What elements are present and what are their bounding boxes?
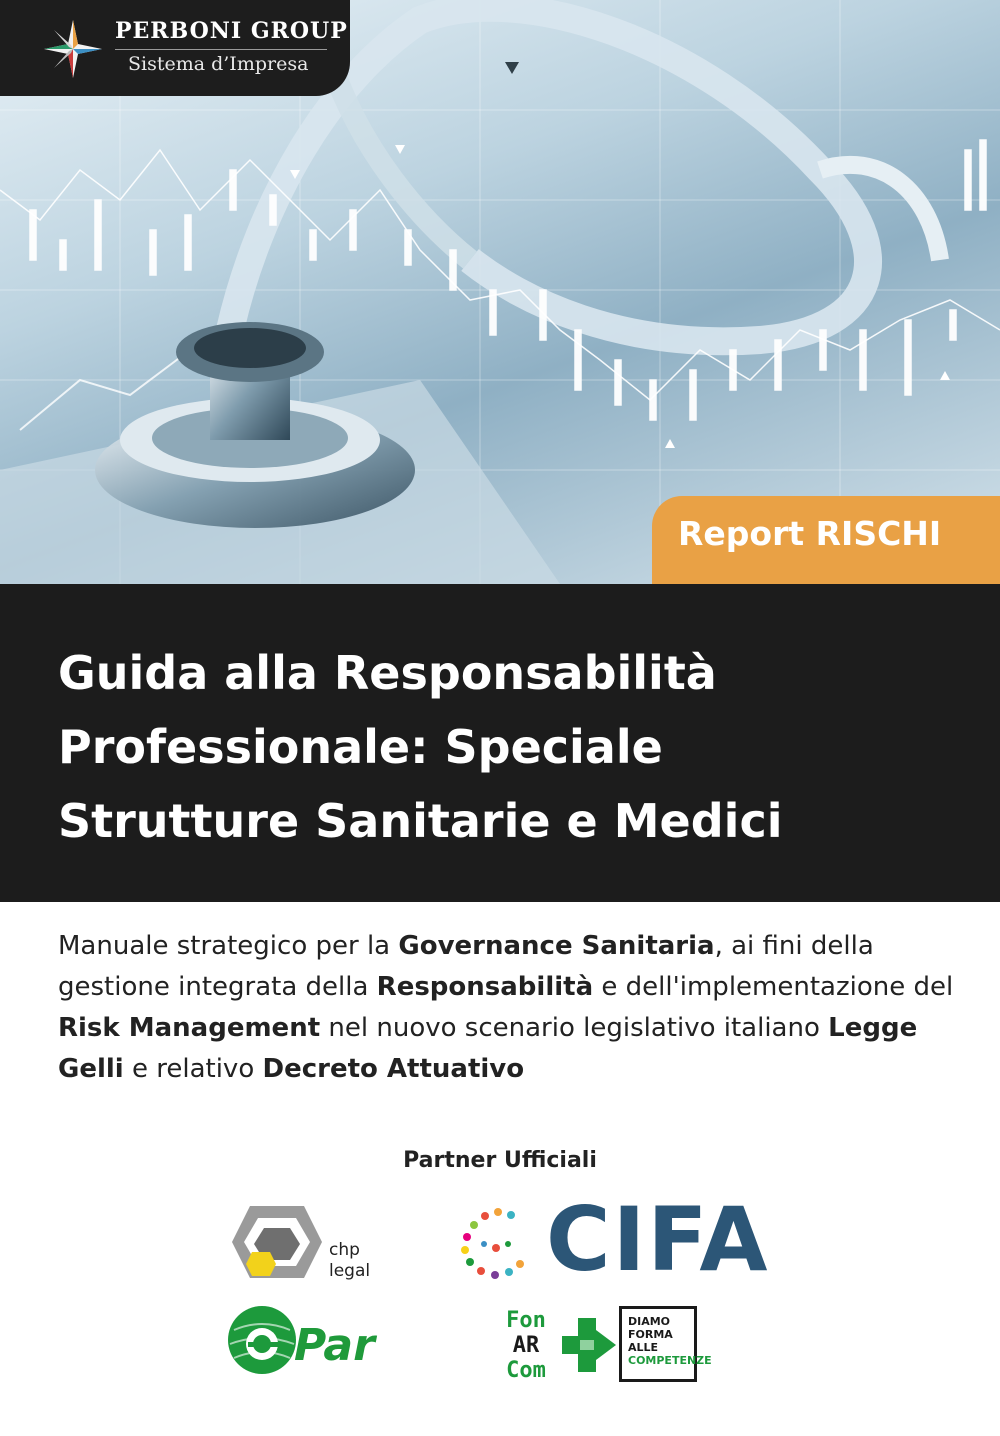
ar-label: AR (512, 1333, 540, 1358)
epar-globe-icon (224, 1300, 300, 1380)
epar-logo-text: Par (294, 1320, 375, 1371)
chp-legal-text (329, 1240, 370, 1282)
dfc-line-1: DIAMO (628, 1315, 671, 1328)
dfc-line-3: ALLE (628, 1341, 659, 1354)
title-line-3: Strutture Sanitarie e Medici (58, 794, 783, 848)
title-line-2: Professionale: Speciale (58, 720, 663, 774)
brand-name: PERBONI GROUP (115, 18, 348, 44)
book-description (58, 926, 958, 1090)
desc-part: , ai fini della gestione integrata della (58, 931, 874, 1002)
brand-header (0, 0, 350, 96)
diamo-forma-competenze-logo (619, 1306, 712, 1382)
fonarcom-arrow-icon (560, 1316, 618, 1374)
chp-label: chp (329, 1240, 360, 1260)
desc-emphasis: Risk Management (58, 1013, 321, 1043)
dfc-line-2: FORMA (628, 1328, 673, 1341)
com-label: Com (506, 1358, 546, 1383)
book-title (58, 636, 958, 858)
desc-emphasis: Governance Sanitaria (398, 931, 715, 961)
dfc-line-4: COMPETENZE (628, 1354, 712, 1367)
compass-star-icon (42, 18, 104, 80)
title-band (0, 584, 1000, 902)
report-badge-label: Report RISCHI (678, 514, 942, 553)
desc-part: e relativo (123, 1054, 263, 1084)
brand-divider (115, 49, 327, 50)
legal-label: legal (329, 1261, 371, 1281)
desc-emphasis: Responsabilità (376, 972, 594, 1002)
desc-part: nel nuovo scenario legislativo italiano (320, 1013, 829, 1043)
fon-label: Fon (506, 1308, 546, 1333)
desc-emphasis: Decreto Attuativo (262, 1054, 525, 1084)
desc-emphasis: Legge Gelli (58, 1013, 918, 1084)
desc-part: Manuale strategico per la (58, 931, 399, 961)
fonarcom-logo-text (497, 1308, 555, 1383)
hero-image (0, 0, 1000, 584)
desc-part: e dell'implementazione del (593, 972, 954, 1002)
report-badge (652, 496, 1000, 584)
brand-subtitle: Sistema d’Impresa (128, 53, 309, 75)
title-line-1: Guida alla Responsabilità (58, 646, 717, 700)
cifa-logo-text: CIFA (546, 1188, 770, 1291)
cifa-dots-icon (458, 1206, 538, 1280)
partners-heading: Partner Ufficiali (403, 1148, 597, 1173)
chp-legal-logo-icon (230, 1204, 324, 1280)
